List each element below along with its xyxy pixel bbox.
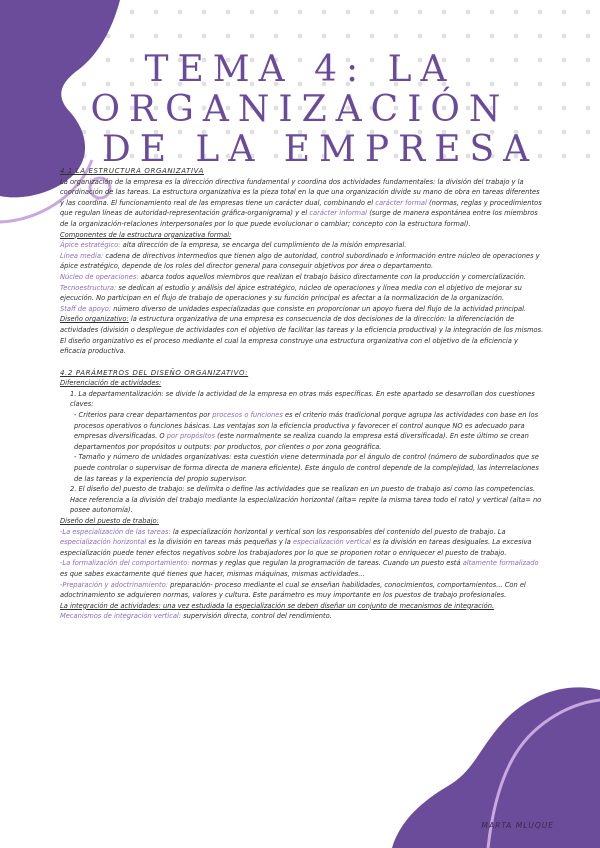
text: supervisión directa, control del rendimiento. xyxy=(183,612,332,621)
text: es que sabes exactamente qué tienes que hacer, mismas máquinas, mismas actividades... xyxy=(60,569,365,578)
text: (este normalmente se realiza cuando la empresa está diversificada). En este último se crean departamentos por propósitos u outputs: por productos, por clientes o por zona geográfica. xyxy=(74,432,529,451)
list-item: 1. La departamentalización: se divide la actividad de la empresa en otras más específicas. En este apartado se desarrollan dos cuestiones claves: xyxy=(70,389,535,409)
text: es la división en tareas más pequeñas y la xyxy=(148,538,291,547)
section-heading: 4.2 PARÁMETROS DEL DISEÑO ORGANIZATIVO: xyxy=(60,368,249,377)
paragraph xyxy=(60,410,545,452)
author-signature: MARTA MLUQUE xyxy=(481,821,554,830)
text: preparación- proceso mediante el cual se enseñan habilidades, conocimientos, comportamientos... Con el adoctrinamiento se adquieren normas, valores y cultura. Este parámetro es muy importante en los puestos de trabajo profesionales. xyxy=(60,580,526,600)
highlight: carácter informal xyxy=(309,209,368,218)
text: alta dirección de la empresa, se encarga del cumplimiento de la misión empresarial. xyxy=(122,241,407,250)
paragraph xyxy=(60,527,545,559)
list-item: 2. El diseño del puesto de trabajo: se delimita o define las actividades que se realizan en un puesto de trabajo así como las competencias. Hace referencia a la división del trabajo mediante la especialización horizontal (alta= repite la misma tarea todo el rato) y vertical (alta= no posee autonomía). xyxy=(70,485,542,515)
subheading: Diseño del puesto de trabajo: xyxy=(60,517,159,525)
highlight: Mecanismos de integración vertical: xyxy=(60,612,182,621)
highlight: especialización horizontal xyxy=(60,538,147,547)
paragraph xyxy=(60,251,545,272)
text: es la división en tareas desiguales. La excesiva especialización puede tener efectos negativos sobre los trabajadores por lo que se proponen rotar o enriquecer el puesto de trabajo. xyxy=(60,538,532,557)
text: cadena de directivos intermedios que tienen algo de autoridad, control subordinado e información entre núcleo de operaciones y ápice estratégico, depende de los roles del director general para conseguir objetivos por área o departamento. xyxy=(60,251,540,271)
paragraph xyxy=(60,611,545,622)
page-title xyxy=(0,50,600,170)
text: - Criterios para crear departamentos por xyxy=(74,411,211,420)
notes-body xyxy=(60,166,545,622)
spacer xyxy=(60,357,545,368)
highlight: altamente formalizado xyxy=(462,559,539,568)
highlight: Línea media: xyxy=(60,251,104,260)
highlight: procesos o funciones xyxy=(212,411,283,420)
highlight: -Preparación y adoctrinamiento: xyxy=(60,580,168,589)
text: la especialización horizontal y vertical son los responsables del contenido del puesto de trabajo. La xyxy=(172,527,506,536)
underlined-label: Diseño organizativo: xyxy=(60,315,129,324)
text: La organización de la empresa es la dirección directiva fundamental y coordina dos actividades fundamentales: la división del trabajo y la coordinación de las tareas. La estructura organizativa es la pieza total en la que una organización divide su mano de obra en tareas diferentes y las coordina. El funcionamiento real de las empresas tiene un carácter dual, combinando el xyxy=(60,177,540,207)
text: número diverso de unidades especializadas que consiste en proporcionar un apoyo fuera del flujo de la actividad principal. xyxy=(113,304,527,313)
highlight: Núcleo de operaciones: xyxy=(60,272,139,281)
highlight: -La especialización de las tareas: xyxy=(60,527,171,536)
highlight: -La formalización del comportamiento: xyxy=(60,559,190,568)
paragraph: La integración de actividades: una vez estudiada la especialización se deben diseñar un conjunto de mecanismos de integración. xyxy=(60,601,495,610)
text: la estructura organizativa de una empresa es consecuencia de dos decisiones de la dirección: la diferenciación de actividades (división o despliegue de actividades con el objetivo de facilitar las tareas y la eficiencia productiva) y la integración de los mismos. El diseño organizativo es el proceso mediante el cual la empresa construye una estructura organizativa con el objetivo de la eficiencia y eficacia productiva. xyxy=(60,315,544,356)
title-line-2: DE LA EMPRESA xyxy=(101,129,539,170)
highlight: Staff de apoyo: xyxy=(60,304,112,313)
title-line-1: TEMA 4: LA ORGANIZACIÓN xyxy=(90,49,510,130)
highlight: por propósitos xyxy=(166,432,215,441)
paragraph xyxy=(60,177,545,230)
highlight: especialización vertical xyxy=(293,538,371,547)
section-heading: 4.1 LA ESTRUCTURA ORGANIZATIVA xyxy=(60,167,204,175)
paragraph xyxy=(60,558,545,579)
subheading: Componentes de la estructura organizativa formal: xyxy=(60,230,232,239)
paragraph xyxy=(60,304,545,315)
paragraph: - Tamaño y número de unidades organizativas: esta cuestión viene determinada por el ángulo de control (número de subordinados que se puede controlar o supervisar de forma directa de manera eficiente). Este ángulo de control depende de la complejidad, las interrelaciones de las tareas y la experiencia del propio supervisor. xyxy=(74,453,539,483)
text: abarca todos aquellos miembros que realizan el trabajo básico directamente con la producción y comercialización. xyxy=(140,272,526,281)
text: normas y reglas que regulan la programación de tareas. Cuando un puesto está xyxy=(191,559,461,568)
text: (normas, reglas y procedimientos que regulan líneas de autoridad-representación gráfica-organigrama) y el xyxy=(60,198,542,218)
highlight: carácter formal xyxy=(375,198,427,207)
text: (surge de manera espontánea entre los miembros de la organización-relaciones interpersonales por lo que puede evolucionar o cambiar; concepto con la estructura formal). xyxy=(60,209,538,228)
paragraph xyxy=(60,272,545,283)
highlight: Tecnoestructura: xyxy=(60,283,117,292)
paragraph xyxy=(60,580,545,601)
text: se dedican al estudio y análisis del ápice estratégico, núcleo de operaciones y línea media con el objetivo de mejorar su ejecución. No participan en el flujo de trabajo de operaciones y su función principal es afectar a la normalización de la organización. xyxy=(60,283,522,303)
paragraph xyxy=(60,314,545,356)
highlight: Ápice estratégico: xyxy=(60,241,121,250)
subheading: Diferenciación de actividades: xyxy=(60,379,162,388)
text: es el criterio más tradicional porque agrupa las actividades con base en los procesos operativos o funciones básicas. Las ventajas son la eficiencia productiva y favorecer el control aunque NO es adecuado para empresas diversificadas. O xyxy=(74,411,539,441)
paragraph xyxy=(60,283,545,304)
paragraph xyxy=(60,240,545,251)
